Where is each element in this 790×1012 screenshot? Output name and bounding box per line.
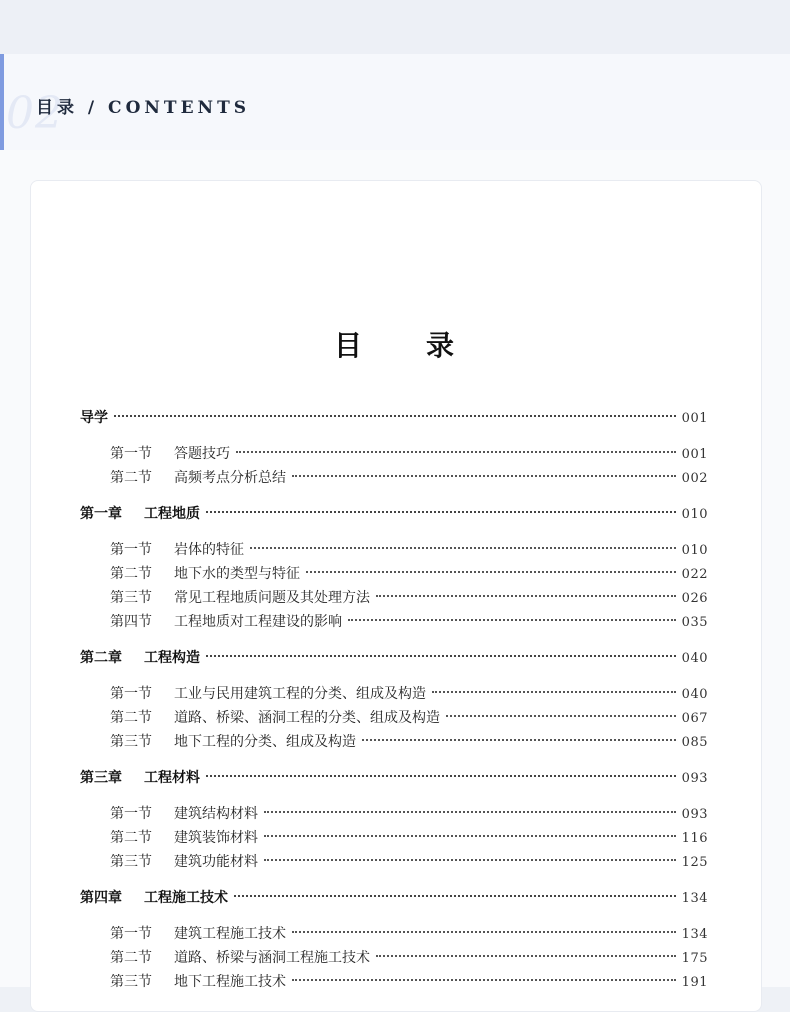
dot-leader bbox=[264, 859, 676, 861]
dot-leader bbox=[236, 451, 676, 453]
toc-section-row[interactable] bbox=[110, 684, 708, 704]
section-label: 第一节 bbox=[110, 926, 152, 942]
section-title: 建筑结构材料 bbox=[174, 806, 258, 822]
section-title: 岩体的特征 bbox=[174, 542, 244, 558]
chapter-label: 第一章 bbox=[80, 506, 122, 522]
toc-section-row[interactable] bbox=[110, 948, 708, 968]
header-band bbox=[0, 54, 790, 150]
page-number: 040 bbox=[681, 651, 708, 666]
section-label: 第一节 bbox=[110, 446, 152, 462]
toc-section-row[interactable] bbox=[110, 588, 708, 608]
header-watermark: 02 bbox=[6, 88, 64, 139]
toc-section-row[interactable] bbox=[110, 924, 708, 944]
toc-chapter-row[interactable] bbox=[80, 648, 708, 668]
section-title: 建筑工程施工技术 bbox=[174, 926, 286, 942]
section-label: 第一节 bbox=[110, 542, 152, 558]
page-number: 026 bbox=[681, 591, 708, 606]
dot-leader bbox=[292, 931, 676, 933]
page-number: 001 bbox=[681, 411, 708, 426]
page-number: 175 bbox=[681, 951, 708, 966]
page-number: 134 bbox=[681, 927, 708, 942]
section-label: 第二节 bbox=[110, 710, 152, 726]
chapter-label: 导学 bbox=[80, 410, 108, 426]
toc-section-row[interactable] bbox=[110, 972, 708, 992]
dot-leader bbox=[446, 715, 676, 717]
page-number: 191 bbox=[681, 975, 708, 990]
section-label: 第三节 bbox=[110, 854, 152, 870]
page-number: 116 bbox=[681, 831, 708, 846]
toc-chapter-row[interactable] bbox=[80, 408, 708, 428]
page-number: 001 bbox=[681, 447, 708, 462]
section-label: 第三节 bbox=[110, 974, 152, 990]
section-title: 高频考点分析总结 bbox=[174, 470, 286, 486]
section-label: 第一节 bbox=[110, 686, 152, 702]
toc-section-row[interactable] bbox=[110, 804, 708, 824]
section-title: 工业与民用建筑工程的分类、组成及构造 bbox=[174, 686, 426, 702]
dot-leader bbox=[292, 475, 676, 477]
section-label: 第二节 bbox=[110, 950, 152, 966]
toc-chapter-row[interactable] bbox=[80, 888, 708, 908]
section-label: 第二节 bbox=[110, 470, 152, 486]
section-label: 第三节 bbox=[110, 590, 152, 606]
section-label: 第一节 bbox=[110, 806, 152, 822]
dot-leader bbox=[114, 415, 676, 417]
toc-section-row[interactable] bbox=[110, 732, 708, 752]
toc-section-row[interactable] bbox=[110, 852, 708, 872]
page-number: 010 bbox=[681, 507, 708, 522]
page-number: 093 bbox=[681, 807, 708, 822]
section-title: 建筑功能材料 bbox=[174, 854, 258, 870]
toc-section-row[interactable] bbox=[110, 708, 708, 728]
page-number: 093 bbox=[681, 771, 708, 786]
section-title: 道路、桥梁、涵洞工程的分类、组成及构造 bbox=[174, 710, 440, 726]
chapter-label: 第四章 bbox=[80, 890, 122, 906]
chapter-label: 第三章 bbox=[80, 770, 122, 786]
toc-section-row[interactable] bbox=[110, 444, 708, 464]
chapter-title: 工程构造 bbox=[144, 650, 200, 666]
toc-section-row[interactable] bbox=[110, 540, 708, 560]
toc-title-char: 录 bbox=[426, 329, 457, 362]
toc-title-char: 目 bbox=[333, 329, 364, 362]
dot-leader bbox=[362, 739, 676, 741]
page-number: 022 bbox=[681, 567, 708, 582]
section-label: 第四节 bbox=[110, 614, 152, 630]
header-title: 目录 / CONTENTS bbox=[36, 98, 250, 118]
section-label: 第二节 bbox=[110, 830, 152, 846]
page-number: 067 bbox=[681, 711, 708, 726]
dot-leader bbox=[264, 835, 676, 837]
dot-leader bbox=[234, 895, 676, 897]
dot-leader bbox=[306, 571, 676, 573]
toc-section-row[interactable] bbox=[110, 564, 708, 584]
dot-leader bbox=[376, 595, 676, 597]
section-title: 建筑装饰材料 bbox=[174, 830, 258, 846]
section-title: 道路、桥梁与涵洞工程施工技术 bbox=[174, 950, 370, 966]
toc-section-row[interactable] bbox=[110, 828, 708, 848]
chapter-title: 工程地质 bbox=[144, 506, 200, 522]
section-title: 地下工程施工技术 bbox=[174, 974, 286, 990]
dot-leader bbox=[432, 691, 676, 693]
page-number: 010 bbox=[681, 543, 708, 558]
toc-chapter-row[interactable] bbox=[80, 768, 708, 788]
dot-leader bbox=[292, 979, 676, 981]
dot-leader bbox=[250, 547, 676, 549]
page-number: 040 bbox=[681, 687, 708, 702]
toc-chapter-row[interactable] bbox=[80, 504, 708, 524]
page-number: 035 bbox=[681, 615, 708, 630]
dot-leader bbox=[206, 511, 676, 513]
section-title: 答题技巧 bbox=[174, 446, 230, 462]
section-label: 第三节 bbox=[110, 734, 152, 750]
dot-leader bbox=[348, 619, 676, 621]
chapter-title: 工程材料 bbox=[144, 770, 200, 786]
section-title: 地下工程的分类、组成及构造 bbox=[174, 734, 356, 750]
page-number: 134 bbox=[681, 891, 708, 906]
section-title: 工程地质对工程建设的影响 bbox=[174, 614, 342, 630]
chapter-label: 第二章 bbox=[80, 650, 122, 666]
header-accent-bar bbox=[0, 54, 4, 150]
chapter-title: 工程施工技术 bbox=[144, 890, 228, 906]
dot-leader bbox=[264, 811, 676, 813]
section-label: 第二节 bbox=[110, 566, 152, 582]
dot-leader bbox=[206, 775, 676, 777]
page-number: 002 bbox=[681, 471, 708, 486]
toc-section-row[interactable] bbox=[110, 468, 708, 488]
top-band bbox=[0, 0, 790, 54]
toc-section-row[interactable] bbox=[110, 612, 708, 632]
toc-title bbox=[0, 328, 790, 364]
page-number: 085 bbox=[681, 735, 708, 750]
dot-leader bbox=[206, 655, 676, 657]
section-title: 地下水的类型与特征 bbox=[174, 566, 300, 582]
section-title: 常见工程地质问题及其处理方法 bbox=[174, 590, 370, 606]
dot-leader bbox=[376, 955, 676, 957]
page-number: 125 bbox=[681, 855, 708, 870]
